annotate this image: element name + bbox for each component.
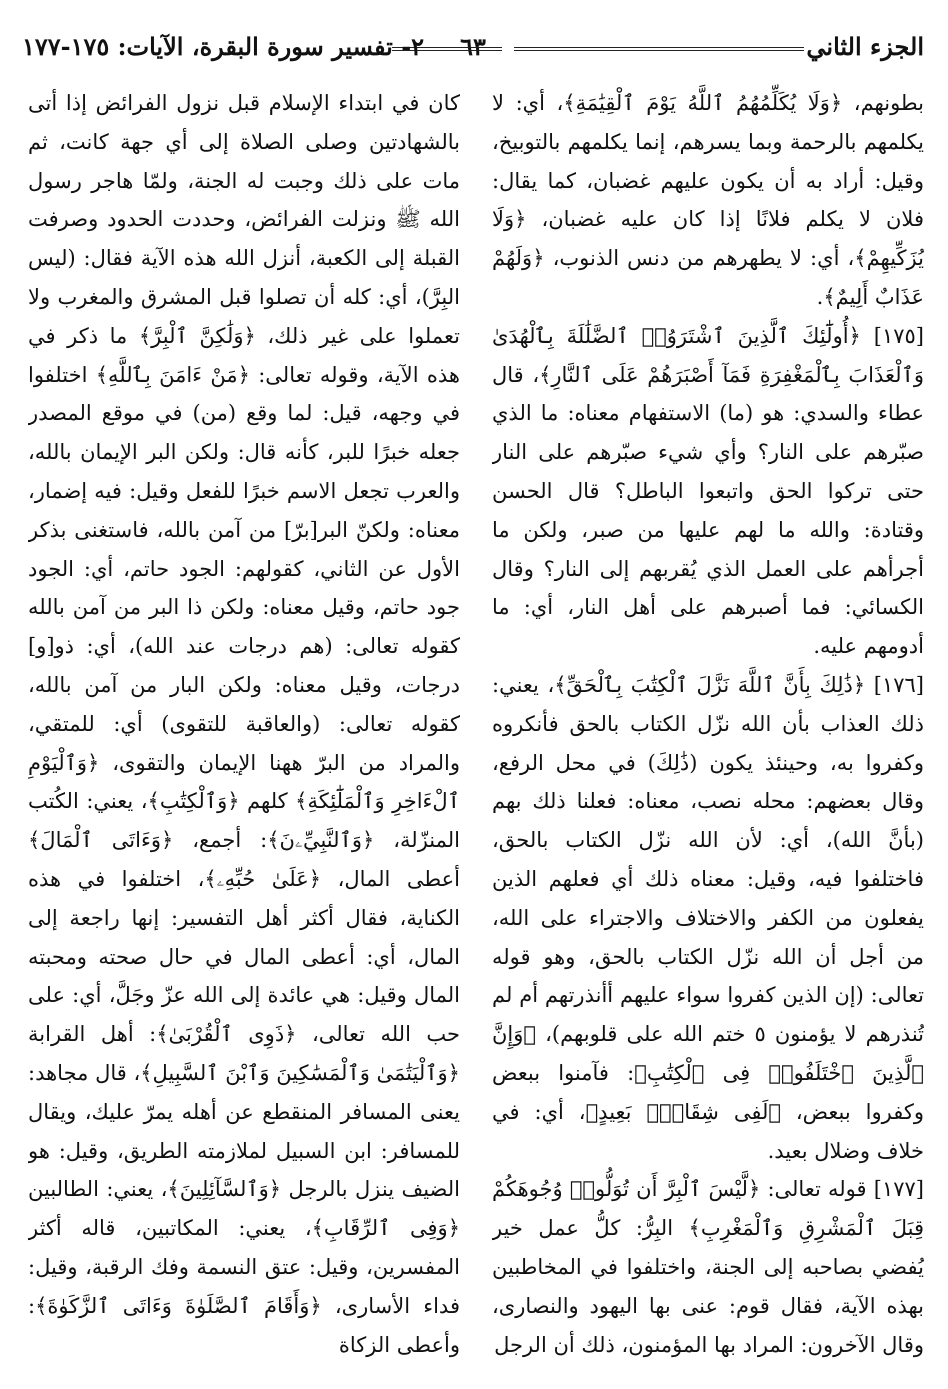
paragraph: [١٧٥] ﴿أُولَٰٓئِكَ ٱلَّذِينَ ٱشْتَرَوُا۟ ٱلضَّلَٰلَةَ بِٱلْهُدَىٰ وَٱلْعَذَابَ بِٱلْمَغْفِرَةِ فَمَآ أَصْبَرَهُمْ عَلَى ٱلنَّارِ﴾، قال عطاء والسدي: هو (ما) الاستفهام معناه: ما الذي صبّرهم على النار؟ وأي شيء صبّرهم على النار حتى تركوا الحق واتبعوا الباطل؟ قال الحسن وقتادة: والله ما لهم عليها من صبر، ولكن ما أجرأهم على العمل الذي يُقربهم إلى النار؟ وقال الكسائي: فما أصبرهم على أهل النار، أي: ما أدومهم عليه. (492, 323, 924, 659)
paragraph: بطونهم، ﴿وَلَا يُكَلِّمُهُمُ ٱللَّهُ يَوْمَ ٱلْقِيَٰمَةِ﴾، أي: لا يكلمهم بالرحمة وبما يسرهم، إنما يكلمهم بالتوبيخ، وقيل: أراد به أن يكون عليهم غضبان، كما يقال: فلان لا يكلم فلانًا إذا كان عليه غضبان، ﴿وَلَا يُزَكِّيهِمْ﴾، أي: لا يطهرهم من دنس الذنوب، ﴿وَلَهُمْ عَذَابٌ أَلِيمٌ﴾. (492, 91, 924, 309)
paragraph: [١٧٧] قوله تعالى: ﴿لَّيْسَ ٱلْبِرَّ أَن تُوَلُّوا۟ وُجُوهَكُمْ قِبَلَ ٱلْمَشْرِقِ وَٱلْمَغْرِبِ﴾ البِرُّ: كلُّ عمل خير يُفضي بصاحبه إلى الجنة، واختلفوا في المخاطبين بهذه الآية، فقال قوم: عنى بها اليهود والنصارى، وقال الآخرون: المراد بها المؤمنون، ذلك أن الرجل (492, 1177, 924, 1357)
paragraph: كان في ابتداء الإسلام قبل نزول الفرائض إذا أتى بالشهادتين وصلى الصلاة إلى أي جهة كانت، ثم مات على ذلك وجبت له الجنة، ولمّا هاجر رسول الله ﷺ ونزلت الفرائض، وحددت الحدود وصرفت القبلة إلى الكعبة، أنزل الله هذه الآية فقال: (ليس البِرَّ)، أي: كله أن تصلوا قبل المشرق والمغرب ولا تعملوا على غير ذلك، ﴿وَلَٰكِنَّ ٱلْبِرَّ﴾ ما ذكر في هذه الآية، وقوله تعالى: ﴿مَنْ ءَامَنَ بِٱللَّهِ﴾ اختلفوا في وجهه، قيل: لما وقع (من) في موقع المصدر جعله خبرًا للبر، كأنه قال: ولكن البر الإيمان بالله، والعرب تجعل الاسم خبرًا للفعل وقيل: فيه إضمار، معناه: ولكنّ البر[برّ] من آمن بالله، فاستغنى بذكر الأول عن الثاني، كقولهم: الجود حاتم، أي: الجود جود حاتم، وقيل معناه: ولكن ذا البر من آمن بالله كقوله تعالى: (هم درجات عند الله)، أي: ذو[و] درجات، وقيل معناه: ولكن البار من آمن بالله، كقوله تعالى: (والعاقبة للتقوى) أي: للمتقي، والمراد من البرّ ههنا الإيمان والتقوى، ﴿وَٱلْيَوْمِ ٱلْءَاخِرِ وَٱلْمَلَٰٓئِكَةِ﴾ كلهم ﴿وَٱلْكِتَٰبِ﴾، يعني: الكُتب المنزّلة، ﴿وَٱلنَّبِيِّۦنَ﴾: أجمع، ﴿وَءَاتَى ٱلْمَالَ﴾ أعطى المال، ﴿عَلَىٰ حُبِّهِۦ﴾، اختلفوا في هذه الكناية، فقال أكثر أهل التفسير: إنها راجعة إلى المال، أي: أعطى المال في حال صحته ومحبته المال وقيل: هي عائدة إلى الله عزّ وجَلَّ، أي: على حب الله تعالى، ﴿ذَوِى ٱلْقُرْبَىٰ﴾: أهل القرابة ﴿وَٱلْيَتَٰمَىٰ وَٱلْمَسَٰكِينَ وَٱبْنَ ٱلسَّبِيلِ﴾، قال مجاهد: يعنى المسافر المنقطع عن أهله يمرّ عليك، ويقال للمسافر: ابن السبيل لملازمته الطريق، وقيل: هو الضيف ينزل بالرجل ﴿وَٱلسَّآئِلِينَ﴾، يعني: الطالبين ﴿وَفِى ٱلرِّقَابِ﴾، يعني: المكاتبين، قاله أكثر المفسرين، وقيل: عتق النسمة وفك الرقبة، وقيل: فداء الأسارى، ﴿وَأَقَامَ ٱلصَّلَوٰةَ وَءَاتَى ٱلزَّكَوٰةَ﴾: وأعطى الزكاة (28, 91, 460, 1357)
part-title: الجزء الثاني (806, 32, 924, 61)
page-header (22, 28, 924, 68)
paragraph: [١٧٦] ﴿ذَٰلِكَ بِأَنَّ ٱللَّهَ نَزَّلَ ٱلْكِتَٰبَ بِٱلْحَقِّ﴾، يعني: ذلك العذاب بأن الله نزّل الكتاب بالحق فأنكروه وكفروا به، وحينئذ يكون (ذَٰلِكَ) في محل الرفع، وقال بعضهم: محله نصب، معناه: فعلنا ذلك بهم (بأنَّ الله)، أي: لأن الله نزّل الكتاب بالحق، فاختلفوا فيه، وقيل: معناه ذلك أي فعلهم الذين يفعلون من الكفر والاختلاف والاجتراء على الله، من أجل أن الله نزّل الكتاب بالحق، وهو قوله تعالى: (إن الذين كفروا سواء عليهم أأنذرتهم أم لم تُنذرهم لا يؤمنون ٥ ختم الله على قلوبهم)، ﴿وَإِنَّ ٱلَّذِينَ ٱخْتَلَفُوا۟ فِى ٱلْكِتَٰبِ﴾: فآمنوا ببعض وكفروا ببعض، ﴿لَفِى شِقَاقٍۭ بَعِيدٍ﴾، أي: في خلاف وضلال بعيد. (492, 672, 924, 1163)
header-rule (514, 47, 804, 51)
chapter-title: ٢- تفسير سورة البقرة، الآيات: ١٧٥-١٧٧ (22, 32, 425, 61)
left-column (28, 84, 460, 1374)
right-column (492, 84, 924, 1374)
page-number: ٦٣ (460, 32, 486, 61)
